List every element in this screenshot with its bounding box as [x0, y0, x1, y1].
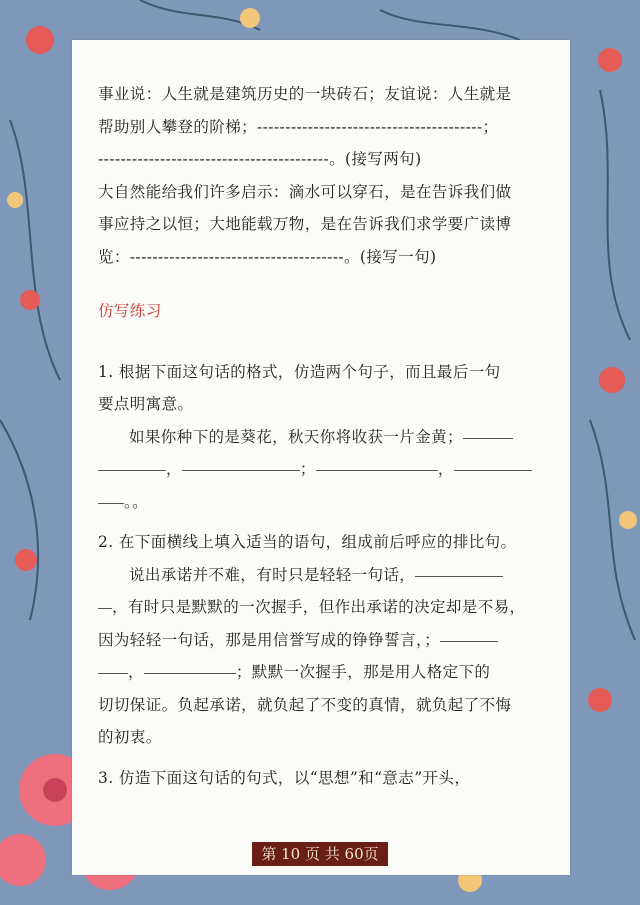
q2-text: ， — [128, 663, 144, 681]
punctuation: 。。 — [124, 492, 149, 511]
question-2-prompt: 2. 在下面横线上填入适当的语句，组成前后呼应的排比句。 — [98, 533, 517, 551]
answer-blank — [98, 469, 166, 471]
answer-blank — [454, 469, 532, 471]
paragraph-line: 事应持之以恒；大地能载万物，是在告诉我们求学要广读博 — [98, 215, 512, 233]
answer-blank — [144, 672, 236, 674]
question-2-line: 的初衷。 — [98, 728, 162, 746]
question-2-line — [98, 559, 550, 592]
question-2-line — [98, 624, 550, 657]
document-body — [98, 78, 550, 794]
answer-blank — [98, 502, 124, 504]
answer-blank — [415, 575, 503, 577]
question-1-prompt: 1. 根据下面这句话的格式，仿造两个句子，而且最后一句 — [98, 362, 501, 381]
question-1-example — [98, 421, 550, 454]
q2-text: ；默默一次握手，那是用人格定下的 — [235, 663, 491, 681]
q2-text: 因为轻轻一句话，那是用信誉写成的铮铮誓言，； — [98, 630, 441, 649]
punctuation: ， — [166, 460, 182, 478]
question-2-line — [98, 656, 550, 689]
answer-blank — [316, 469, 438, 471]
page-number-footer: 第 10 页 共 60页 — [252, 842, 388, 866]
paragraph-line: 览：--------------------------------------。(接写一句) — [98, 247, 437, 266]
answer-blank — [98, 672, 128, 674]
question-1-end — [98, 486, 550, 519]
question-1-prompt: 要点明寓意。 — [98, 395, 194, 413]
punctuation: ； — [299, 460, 316, 478]
q2-text: ，有时只是默默的一次握手，但作出承诺的决定却是不易， — [112, 598, 526, 616]
paragraph-line: 事业说：人生就是建筑历史的一块砖石；友谊说：人生就是 — [98, 85, 512, 103]
q2-text: 说出承诺并不难，有时只是轻轻一句话， — [129, 565, 416, 584]
paragraph-line: 大自然能给我们许多启示：滴水可以穿石，是在告诉我们做 — [98, 182, 512, 201]
answer-blank — [182, 469, 300, 471]
question-3-prompt: 3. 仿造下面这句话的句式，以“思想”和“意志”开头， — [98, 768, 471, 787]
punctuation: ， — [437, 460, 454, 478]
paragraph-line: 帮助别人攀登的阶梯；----------------------------------------； — [98, 117, 499, 136]
question-2-line: 切切保证。负起承诺，就负起了不变的真情，就负起了不悔 — [98, 695, 512, 714]
paragraph-line: -----------------------------------------。(接写两句) — [98, 150, 422, 168]
answer-blank — [440, 640, 498, 642]
answer-blank — [98, 607, 112, 609]
example-text: 如果你种下的是葵花，秋天你将收获一片金黄； — [129, 427, 463, 446]
section-title: 仿写练习 — [98, 302, 162, 320]
question-1-blanks — [98, 453, 550, 486]
answer-blank — [463, 437, 513, 439]
question-2-line — [98, 591, 550, 624]
